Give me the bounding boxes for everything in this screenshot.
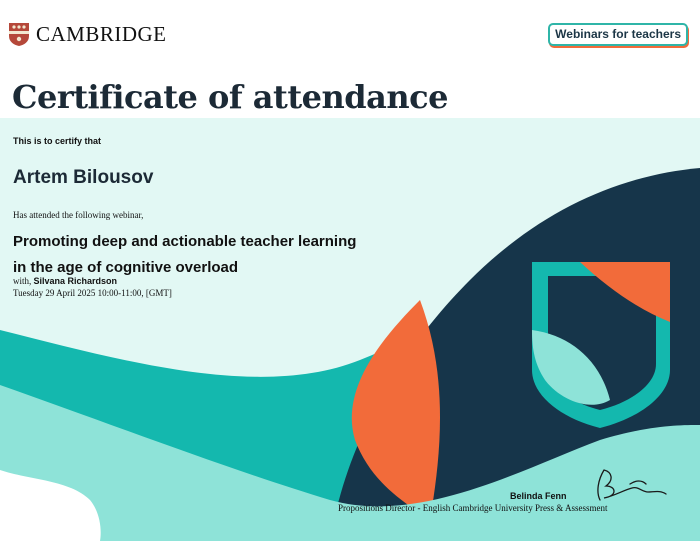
attended-text: Has attended the following webinar, [13,210,144,220]
certificate-title: Certificate of attendance [12,78,448,116]
webinar-datetime: Tuesday 29 April 2025 10:00-11:00, [GMT] [13,288,172,298]
webinar-title [13,229,373,281]
signer-role: Propositions Director - English Cambridge University Press & Assessment [338,503,608,513]
webinars-badge: Webinars for teachers [548,23,688,46]
with-prefix: with, [13,276,32,286]
webinar-title-line2: in the age of cognitive overload [13,259,239,276]
shield-emblem-icon [532,262,670,428]
certify-text: This is to certify that [13,136,102,146]
cambridge-logo [8,22,167,47]
handwritten-signature [590,466,668,506]
recipient-name: Artem Bilousov [13,167,154,188]
webinar-title-line1: Promoting deep and actionable teacher learning [13,233,357,250]
cambridge-crest-icon [8,22,30,47]
signer-name: Belinda Fenn [510,491,567,501]
logo-wordmark: CAMBRIDGE [36,22,167,46]
presenter-line [13,276,117,286]
presenter-name: Silvana Richardson [33,276,118,286]
